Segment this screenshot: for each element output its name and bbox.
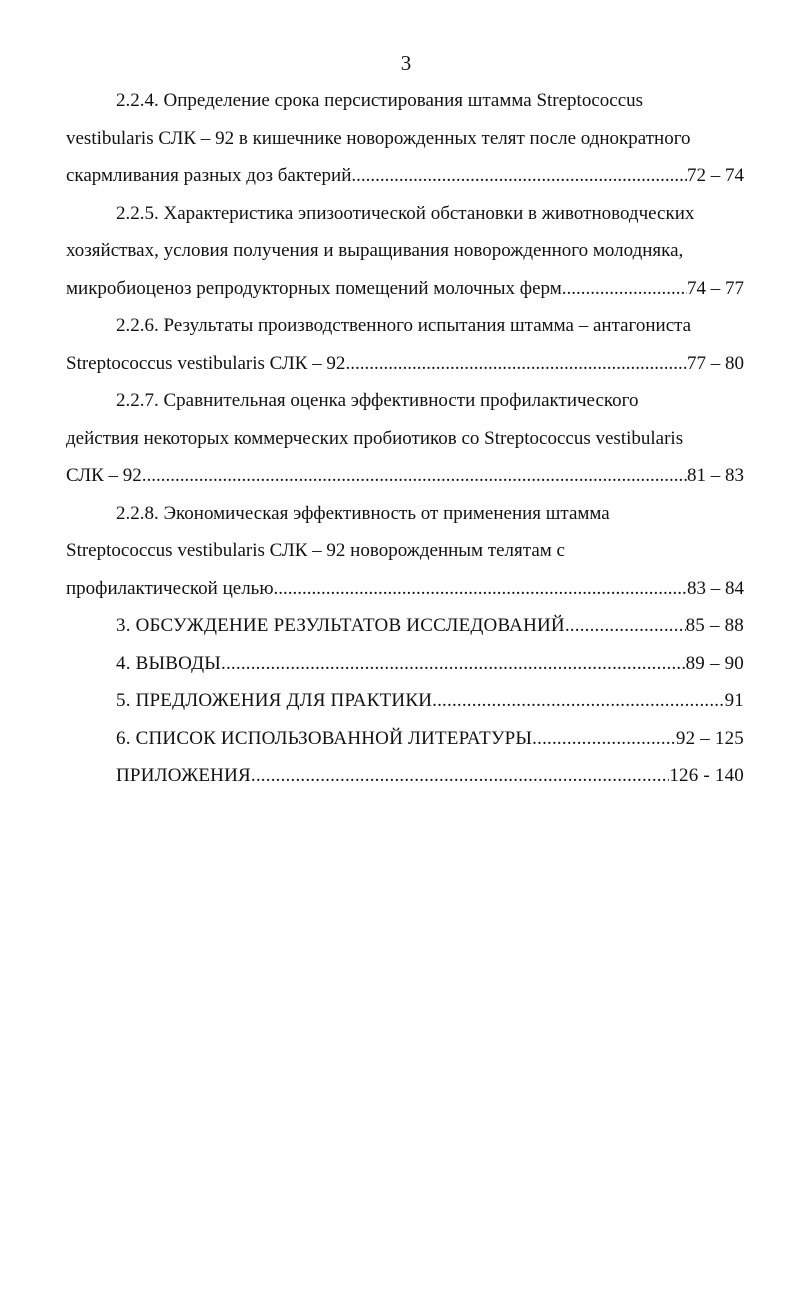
toc-page-range: 126 - 140 <box>669 765 744 786</box>
dot-leader <box>351 157 687 195</box>
toc-entry-2-2-7-line-1: 2.2.7. Сравнительная оценка эффективности профилактического <box>116 390 639 411</box>
dot-leader <box>562 270 687 308</box>
dot-leader <box>565 607 686 645</box>
toc-section-5 <box>66 682 744 720</box>
toc-page-range: 91 <box>724 690 744 711</box>
toc-entry-2-2-5-last-line <box>66 270 744 308</box>
toc-entry-2-2-4-line-2: vestibularis СЛК – 92 в кишечнике новорожденных телят после однократного <box>66 127 691 149</box>
toc-section-title: ПРИЛОЖЕНИЯ <box>116 765 251 786</box>
toc-section-title: 5. ПРЕДЛОЖЕНИЯ ДЛЯ ПРАКТИКИ <box>116 690 433 711</box>
toc-entry-text: СЛК – 92 <box>66 465 142 486</box>
toc-entry-text: профилактической целью <box>66 577 274 599</box>
toc-page-range: 89 – 90 <box>685 652 744 674</box>
toc-section-3 <box>66 607 744 645</box>
toc-entry-text: микробиоценоз репродукторных помещений молочных ферм <box>66 277 562 299</box>
toc-entry-2-2-7-line-2: действия некоторых коммерческих пробиотиков со Streptococcus vestibularis <box>66 427 684 449</box>
dot-leader <box>142 457 687 495</box>
toc-entry-2-2-8-last-line <box>66 570 744 608</box>
toc-entry-2-2-4-last-line <box>66 157 744 195</box>
dot-leader <box>432 682 724 720</box>
toc-section-title: 3. ОБСУЖДЕНИЕ РЕЗУЛЬТАТОВ ИССЛЕДОВАНИЙ <box>116 615 565 636</box>
toc-section-title: 6. СПИСОК ИСПОЛЬЗОВАННОЙ ЛИТЕРАТУРЫ <box>116 727 533 749</box>
toc-section-4 <box>66 645 744 683</box>
toc-page-range: 83 – 84 <box>687 577 744 599</box>
toc-entry-2-2-8-line-1: 2.2.8. Экономическая эффективность от применения штамма <box>116 502 610 524</box>
toc-entry-text: скармливания разных доз бактерий <box>66 165 352 186</box>
dot-leader <box>251 757 669 795</box>
toc-entry-2-2-8-line-2: Streptococcus vestibularis СЛК – 92 новорожденным телятам с <box>66 540 565 561</box>
toc-entry-2-2-6-line-1: 2.2.6. Результаты производственного испытания штамма – антагониста <box>116 315 692 336</box>
dot-leader <box>221 645 686 683</box>
dot-leader <box>532 720 676 758</box>
toc-page-range: 85 – 88 <box>685 615 744 636</box>
page-number: 3 <box>400 51 412 75</box>
toc-entry-2-2-7-last-line <box>66 457 744 495</box>
toc-page-range: 74 – 77 <box>687 277 744 299</box>
toc-entry-2-2-4-line-1: 2.2.4. Определение срока персистирования штамма Streptococcus <box>116 90 644 111</box>
toc-page-range: 72 – 74 <box>687 165 744 186</box>
dot-leader <box>274 570 687 608</box>
toc-appendix <box>66 757 744 795</box>
toc-section-title: 4. ВЫВОДЫ <box>116 652 222 674</box>
toc-page-range: 92 – 125 <box>675 727 744 749</box>
toc-entry-2-2-5-line-2: хозяйствах, условия получения и выращивания новорожденного молодняка, <box>66 240 684 261</box>
toc-entry-2-2-6-last-line <box>66 345 744 383</box>
toc-page-range: 81 – 83 <box>687 465 744 486</box>
toc-entry-2-2-5-line-1: 2.2.5. Характеристика эпизоотической обстановки в животноводческих <box>116 202 695 224</box>
toc-page-range: 77 – 80 <box>687 352 744 374</box>
toc-entry-text: Streptococcus vestibularis СЛК – 92 <box>66 352 346 374</box>
toc-section-6 <box>66 720 744 758</box>
table-of-contents <box>66 82 744 795</box>
dot-leader <box>345 345 687 383</box>
